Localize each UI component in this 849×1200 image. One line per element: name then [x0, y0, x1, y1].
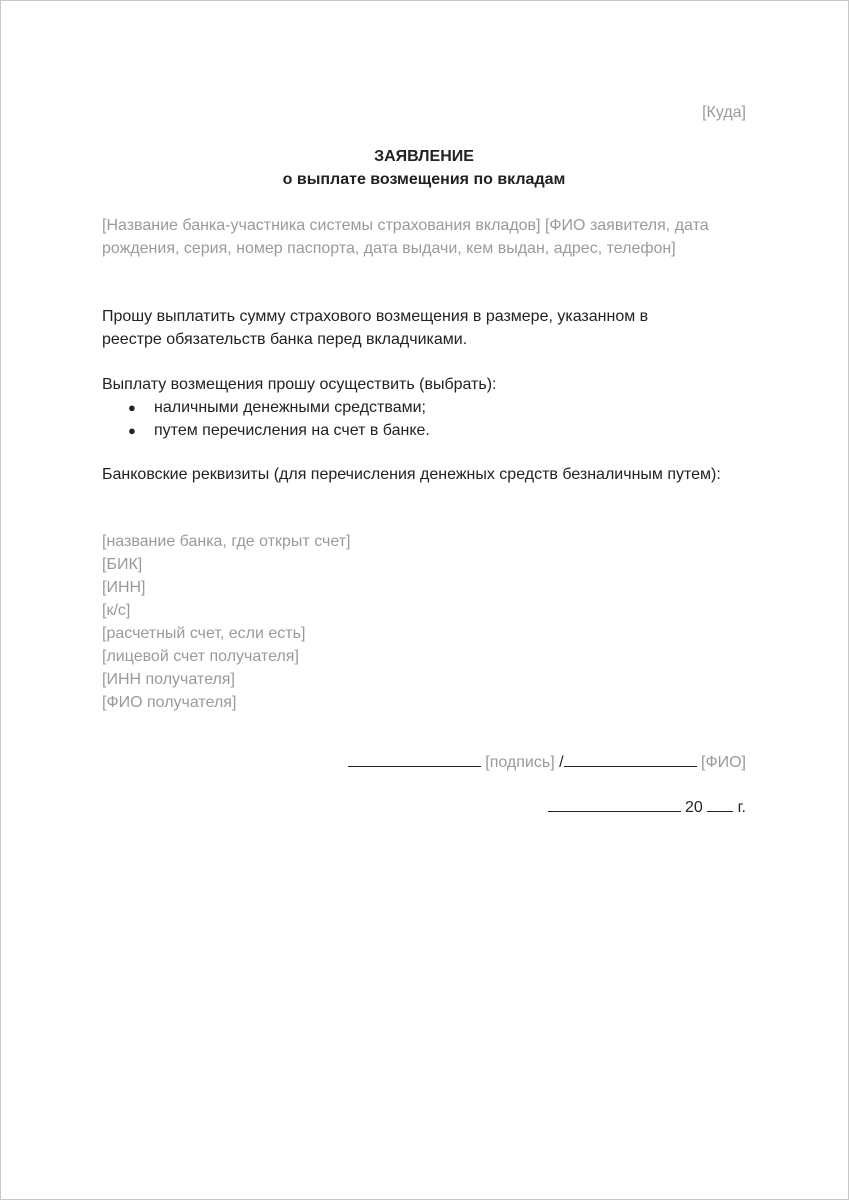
date-line [102, 796, 746, 819]
signature-line [102, 751, 746, 774]
field-settlement-account: [расчетный счет, если есть] [102, 625, 306, 642]
year-prefix: 20 [684, 799, 703, 816]
bank-details-intro: Банковские реквизиты (для перечисления денежных средств безналичным путем): [102, 466, 721, 483]
name-label: [ФИО] [701, 754, 746, 771]
list-item: ● путем перечисления на счет в банке. [102, 419, 746, 442]
list-item: ● наличными денежными средствами; [102, 396, 746, 419]
field-correspondent-account: [к/с] [102, 602, 131, 619]
payment-method-section [102, 373, 746, 442]
separator: / [559, 754, 564, 771]
signature-blank [348, 752, 481, 767]
field-recipient-inn: [ИНН получателя] [102, 671, 235, 688]
date-blank [548, 797, 681, 812]
field-bik: [БИК] [102, 556, 143, 573]
payment-options-list [102, 396, 746, 442]
field-personal-account: [лицевой счет получателя] [102, 648, 299, 665]
field-recipient-name: [ФИО получателя] [102, 694, 237, 711]
recipient-placeholder: [Куда] [702, 104, 746, 121]
document-title: ЗАЯВЛЕНИЕ [374, 148, 474, 165]
signature-label: [подпись] [485, 754, 555, 771]
bank-details-fields [102, 530, 746, 714]
request-text: Прошу выплатить сумму страхового возмещения в размере, указанном в реестре обязательств банка перед вкладчиками. [102, 308, 649, 348]
applicant-info: [Название банка-участника системы страхования вкладов] [ФИО заявителя, дата рождения, серия, номер паспорта, дата выдачи, кем выдан, адрес, телефон] [102, 217, 709, 257]
payment-method-intro: Выплату возмещения прошу осуществить (выбрать): [102, 376, 497, 393]
year-suffix: г. [737, 799, 746, 816]
field-bank-name: [название банка, где открыт счет] [102, 533, 351, 550]
name-blank [564, 752, 697, 767]
document-subtitle: о выплате возмещения по вкладам [282, 171, 566, 188]
field-inn: [ИНН] [102, 579, 146, 596]
year-blank [707, 797, 733, 812]
